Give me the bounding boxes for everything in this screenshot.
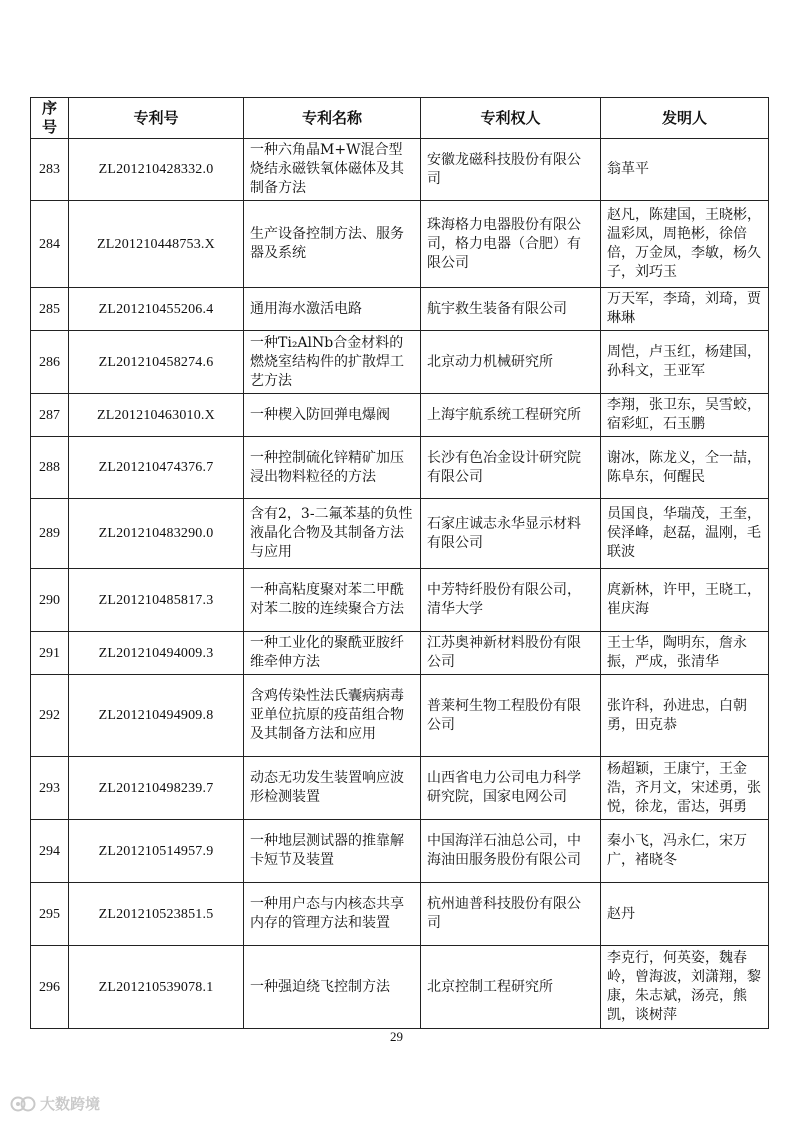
row-number: 284 [31,201,69,288]
patentee: 杭州迪普科技股份有限公司 [421,883,601,946]
patentee: 石家庄诚志永华显示材料有限公司 [421,499,601,569]
inventors: 周恺，卢玉红，杨建国，孙科文，王亚军 [601,331,769,394]
patent-table [30,97,769,1029]
patent-number: ZL201210494909.8 [69,675,244,757]
patent-number: ZL201210514957.9 [69,820,244,883]
patentee: 江苏奥神新材料股份有限公司 [421,632,601,675]
table-row [31,820,769,883]
patentee: 北京动力机械研究所 [421,331,601,394]
header-patent-number: 专利号 [69,98,244,139]
table-row [31,201,769,288]
row-number: 296 [31,946,69,1029]
patent-number: ZL201210428332.0 [69,139,244,201]
table-row [31,946,769,1029]
header-serial-number: 序 号 [31,98,69,139]
patentee: 安徽龙磁科技股份有限公司 [421,139,601,201]
patentee: 北京控制工程研究所 [421,946,601,1029]
patentee: 山西省电力公司电力科学研究院，国家电网公司 [421,757,601,820]
patent-number: ZL201210474376.7 [69,437,244,499]
watermark-text: 大数跨境 [40,1095,101,1113]
patent-name: 一种楔入防回弹电爆阀 [244,394,421,437]
inventors: 谢冰，陈龙义，仝一喆，陈阜东，何醒民 [601,437,769,499]
inventors: 赵凡，陈建国，王晓彬，温彩凤，周艳彬，徐倍倍，万金凤，李敏，杨久子，刘巧玉 [601,201,769,288]
patentee: 上海宇航系统工程研究所 [421,394,601,437]
inventors: 秦小飞，冯永仁，宋万广，褚晓冬 [601,820,769,883]
patent-number: ZL201210539078.1 [69,946,244,1029]
patent-name: 一种控制硫化锌精矿加压浸出物料粒径的方法 [244,437,421,499]
patentee: 中国海洋石油总公司，中海油田服务股份有限公司 [421,820,601,883]
table-row [31,139,769,201]
row-number: 288 [31,437,69,499]
inventors: 赵丹 [601,883,769,946]
row-number: 289 [31,499,69,569]
patentee: 航宇救生装备有限公司 [421,288,601,331]
patent-number: ZL201210463010.X [69,394,244,437]
header-patentee: 专利权人 [421,98,601,139]
patentee: 珠海格力电器股份有限公司，格力电器（合肥）有限公司 [421,201,601,288]
table-row [31,757,769,820]
inventors: 王士华，陶明东，詹永振，严成，张清华 [601,632,769,675]
patent-number: ZL201210458274.6 [69,331,244,394]
inventors: 李克行，何英姿，魏春岭，曾海波，刘潇翔，黎康，朱志斌，汤亮，熊凯，谈树萍 [601,946,769,1029]
patent-name: 通用海水激活电路 [244,288,421,331]
patent-number: ZL201210448753.X [69,201,244,288]
patent-number: ZL201210455206.4 [69,288,244,331]
table-row [31,394,769,437]
table-row [31,331,769,394]
patent-name: 一种地层测试器的推靠解卡短节及装置 [244,820,421,883]
patent-name: 动态无功发生装置响应波形检测装置 [244,757,421,820]
patent-name: 含鸡传染性法氏囊病病毒亚单位抗原的疫苗组合物及其制备方法和应用 [244,675,421,757]
table-row [31,675,769,757]
patent-name: 一种高粘度聚对苯二甲酰对苯二胺的连续聚合方法 [244,569,421,632]
table-row [31,883,769,946]
row-number: 287 [31,394,69,437]
patent-name: 一种Ti₂AlNb合金材料的燃烧室结构件的扩散焊工艺方法 [244,331,421,394]
watermark [10,1093,100,1114]
header-inventors: 发明人 [601,98,769,139]
patent-number: ZL201210494009.3 [69,632,244,675]
inventors: 李翔，张卫东，吴雪蛟，宿彩虹，石玉鹏 [601,394,769,437]
inventors: 万天军，李琦，刘琦，贾琳琳 [601,288,769,331]
table-row [31,569,769,632]
row-number: 283 [31,139,69,201]
inventors: 庹新林，许甲，王晓工，崔庆海 [601,569,769,632]
patent-name: 一种用户态与内核态共享内存的管理方法和装置 [244,883,421,946]
patent-number: ZL201210523851.5 [69,883,244,946]
watermark-logo-icon [10,1095,36,1113]
patent-number: ZL201210498239.7 [69,757,244,820]
table-row [31,437,769,499]
inventors: 杨超颖，王康宁，王金浩，齐月文，宋述勇，张悦，徐龙，雷达，弭勇 [601,757,769,820]
table-row [31,288,769,331]
patent-name: 一种强迫绕飞控制方法 [244,946,421,1029]
patentee: 中芳特纤股份有限公司，清华大学 [421,569,601,632]
patent-number: ZL201210485817.3 [69,569,244,632]
inventors: 张许科，孙进忠，白朝勇，田克恭 [601,675,769,757]
table-row [31,632,769,675]
row-number: 291 [31,632,69,675]
row-number: 293 [31,757,69,820]
row-number: 290 [31,569,69,632]
row-number: 285 [31,288,69,331]
patentee: 普莱柯生物工程股份有限公司 [421,675,601,757]
page-number: 29 [390,1029,403,1044]
patentee: 长沙有色冶金设计研究院有限公司 [421,437,601,499]
inventors: 员国良，华瑞茂，王奎，侯泽峰，赵磊，温刚，毛联波 [601,499,769,569]
table-row [31,499,769,569]
header-patent-name: 专利名称 [244,98,421,139]
row-number: 294 [31,820,69,883]
row-number: 295 [31,883,69,946]
patent-name: 生产设备控制方法、服务器及系统 [244,201,421,288]
patent-name: 含有2，3-二氟苯基的负性液晶化合物及其制备方法与应用 [244,499,421,569]
row-number: 292 [31,675,69,757]
table-header-row [31,98,769,139]
patent-name: 一种工业化的聚酰亚胺纤维牵伸方法 [244,632,421,675]
patent-number: ZL201210483290.0 [69,499,244,569]
patent-name: 一种六角晶M+W混合型烧结永磁铁氧体磁体及其制备方法 [244,139,421,201]
inventors: 翁革平 [601,139,769,201]
row-number: 286 [31,331,69,394]
